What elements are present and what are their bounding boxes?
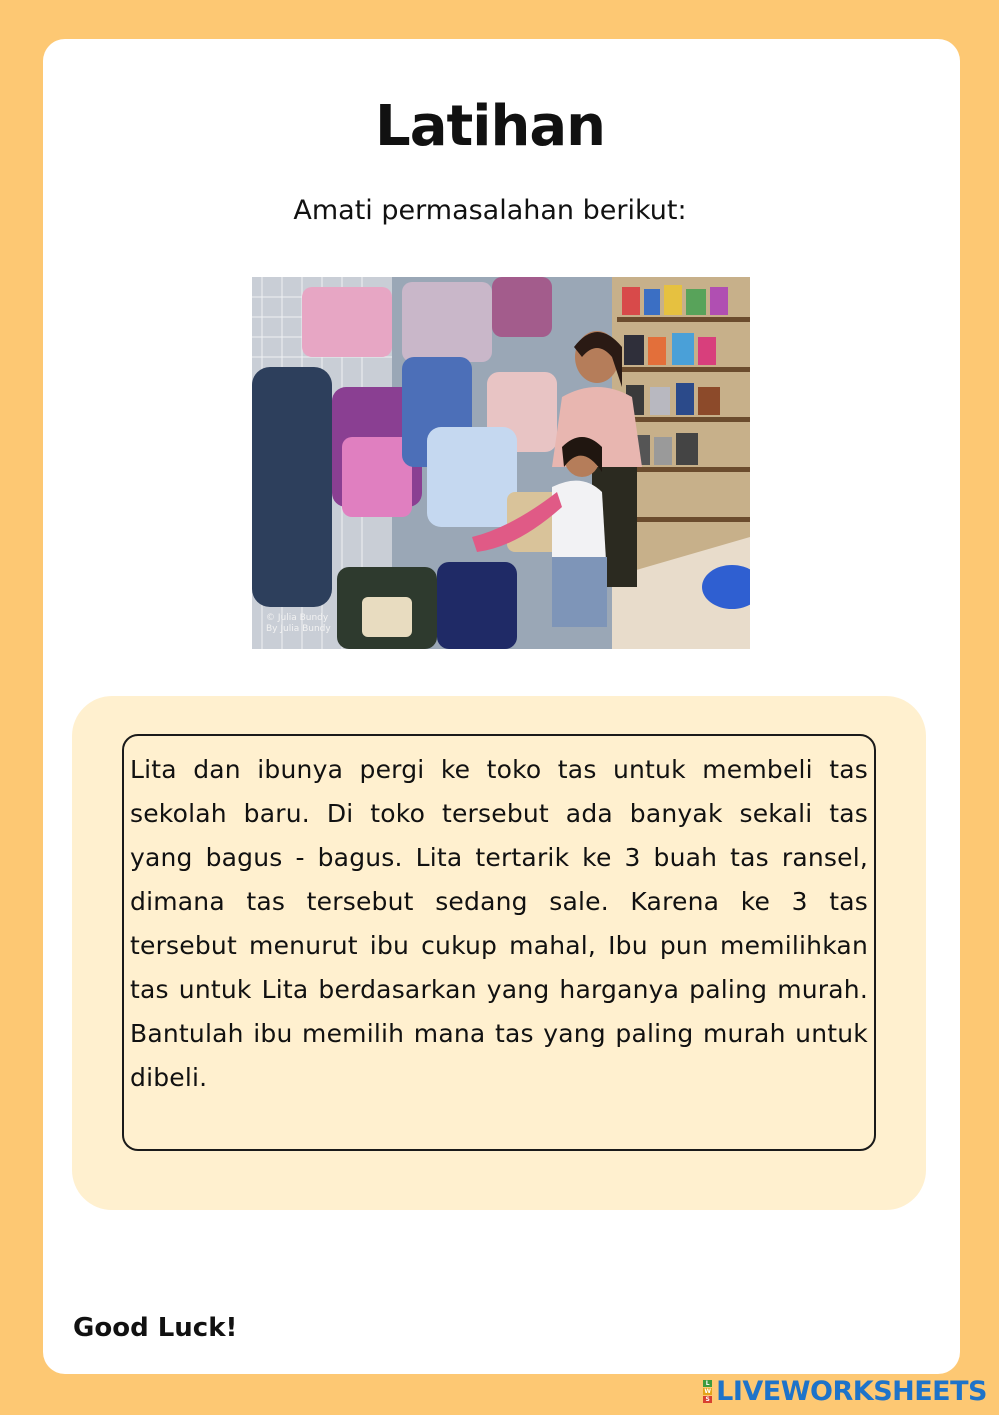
closing-text: Good Luck! — [73, 1313, 238, 1343]
photo-illustration — [252, 277, 750, 649]
brand-name: LIVEWORKSHEETS — [716, 1375, 987, 1407]
page-title: Latihan — [375, 94, 605, 159]
liveworksheets-logo-icon: L W S — [704, 1379, 711, 1403]
story-text: Lita dan ibunya pergi ke toko tas untuk membeli tas sekolah baru. Di toko tersebut ada banyak sekali tas yang bagus - bagus. Lita tertarik ke 3 buah tas ransel, dimana tas tersebut sedang sale. Karena ke 3 tas tersebut menurut ibu cukup mahal, Ibu pun memilihkan tas untuk Lita berdasarkan yang harganya paling murah. Bantulah ibu memilih mana tas yang paling murah untuk dibeli. — [130, 755, 868, 1092]
brand-watermark[interactable] — [703, 1374, 987, 1408]
story-box — [122, 734, 876, 1151]
instruction-text: Amati permasalahan berikut: — [293, 195, 687, 226]
photo-watermark: © Julia Bundy By Julia Bundy — [266, 613, 331, 634]
shop-photo — [252, 277, 750, 649]
